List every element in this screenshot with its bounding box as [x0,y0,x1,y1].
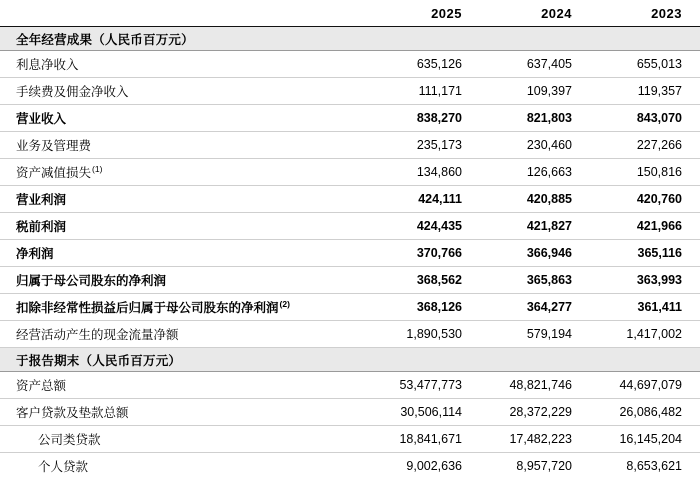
row-label [0,213,370,240]
row-value-2023: 227,266 [590,132,700,159]
row-value-2025: 838,270 [370,105,480,132]
row-value-2023: 361,411 [590,294,700,321]
row-value-2025: 9,002,636 [370,453,480,479]
table-row [0,186,700,213]
table-row [0,105,700,132]
row-label [0,294,370,321]
row-label-text: 业务及管理费 [16,139,91,153]
row-value-2024: 126,663 [480,159,590,186]
row-label [0,399,370,426]
row-value-2023: 44,697,079 [590,372,700,399]
table-row [0,78,700,105]
row-value-2024: 48,821,746 [480,372,590,399]
table-row [0,321,700,348]
table-row [0,426,700,453]
row-label [0,372,370,399]
row-value-2023: 8,653,621 [590,453,700,479]
row-value-2023: 26,086,482 [590,399,700,426]
header-year-2023: 2023 [590,0,700,27]
row-value-2025: 18,841,671 [370,426,480,453]
row-value-2025: 368,562 [370,267,480,294]
row-label-text: 利息净收入 [16,58,79,72]
row-label-text: 公司类贷款 [38,433,101,447]
header-year-2024: 2024 [480,0,590,27]
table-row [0,399,700,426]
row-value-2024: 366,946 [480,240,590,267]
row-label [0,267,370,294]
table-row [0,267,700,294]
row-value-2023: 655,013 [590,51,700,78]
table-row [0,159,700,186]
row-value-2024: 109,397 [480,78,590,105]
row-value-2024: 230,460 [480,132,590,159]
row-value-2024: 28,372,229 [480,399,590,426]
row-value-2025: 635,126 [370,51,480,78]
row-label [0,78,370,105]
row-label-text: 净利润 [16,247,54,261]
table-header-row [0,0,700,27]
row-value-2023: 1,417,002 [590,321,700,348]
section-title: 于报告期末（人民币百万元） [0,348,700,372]
section-header-row [0,27,700,51]
table-row [0,372,700,399]
header-year-2025: 2025 [370,0,480,27]
row-label-text: 营业收入 [16,112,66,126]
row-label-text: 经营活动产生的现金流量净额 [16,328,179,342]
row-value-2023: 16,145,204 [590,426,700,453]
row-value-2025: 424,111 [370,186,480,213]
row-value-2024: 421,827 [480,213,590,240]
row-label-text: 营业利润 [16,193,66,207]
row-label [0,51,370,78]
row-value-2023: 420,760 [590,186,700,213]
row-value-2023: 150,816 [590,159,700,186]
row-value-2023: 843,070 [590,105,700,132]
table-row [0,240,700,267]
row-label-text: 手续费及佣金净收入 [16,85,129,99]
row-value-2024: 637,405 [480,51,590,78]
row-value-2023: 119,357 [590,78,700,105]
row-label-text: 资产减值损失 [16,166,91,180]
row-label-text: 个人贷款 [38,460,88,474]
section-header-row [0,348,700,372]
table-row [0,453,700,479]
table-row [0,132,700,159]
row-value-2024: 821,803 [480,105,590,132]
row-value-2023: 421,966 [590,213,700,240]
row-label [0,321,370,348]
row-value-2023: 363,993 [590,267,700,294]
row-value-2025: 1,890,530 [370,321,480,348]
row-value-2025: 111,171 [370,78,480,105]
row-label-text: 扣除非经常性损益后归属于母公司股东的净利润 [16,301,279,315]
row-value-2025: 134,860 [370,159,480,186]
row-value-2025: 235,173 [370,132,480,159]
row-label-text: 归属于母公司股东的净利润 [16,274,166,288]
row-label [0,240,370,267]
section-title: 全年经营成果（人民币百万元） [0,27,700,51]
row-label-text: 资产总额 [16,379,66,393]
table-row [0,294,700,321]
row-value-2025: 53,477,773 [370,372,480,399]
row-value-2025: 370,766 [370,240,480,267]
row-label-text: 税前利润 [16,220,66,234]
row-label [0,186,370,213]
row-value-2025: 368,126 [370,294,480,321]
row-value-2024: 8,957,720 [480,453,590,479]
row-label [0,105,370,132]
row-value-2025: 30,506,114 [370,399,480,426]
row-value-2024: 420,885 [480,186,590,213]
row-label [0,426,370,453]
row-value-2024: 579,194 [480,321,590,348]
row-value-2024: 365,863 [480,267,590,294]
footnote-marker: (2) [280,299,290,309]
row-label [0,132,370,159]
row-value-2024: 364,277 [480,294,590,321]
row-value-2023: 365,116 [590,240,700,267]
footnote-marker: (1) [92,164,102,174]
row-value-2024: 17,482,223 [480,426,590,453]
row-label [0,453,370,479]
header-label-cell [0,0,370,27]
table-row [0,213,700,240]
row-label-text: 客户贷款及垫款总额 [16,406,129,420]
table-row [0,51,700,78]
row-value-2025: 424,435 [370,213,480,240]
row-label [0,159,370,186]
